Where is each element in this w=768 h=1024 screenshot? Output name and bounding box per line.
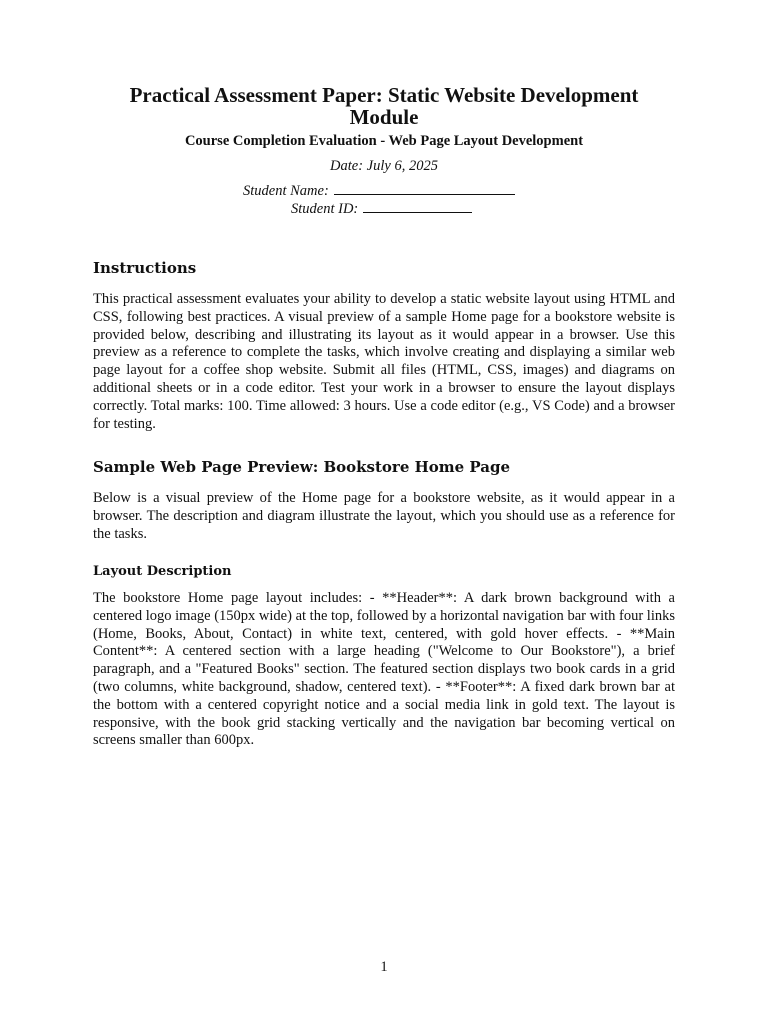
student-id-row bbox=[291, 199, 472, 218]
document-date: Date: July 6, 2025 bbox=[330, 158, 438, 174]
student-name-label: Student Name: bbox=[243, 183, 329, 199]
instructions-paragraph: This practical assessment evaluates your ability to develop a static website layout using HTML and CSS, following best practices. A visual preview of a sample Home page for a bookstore website is provided below, describing and illustrating its layout as it would appear in a browser. Use this preview as a reference to complete the tasks, which involve creating and displaying a similar web page layout for a coffee shop website. Submit all files (HTML, CSS, images) and diagrams on additional sheets or in a code editor. Test your work in a browser to ensure the layout displays correctly. Total marks: 100. Time allowed: 3 hours. Use a code editor (e.g., VS Code) and a browser for testing. bbox=[93, 291, 675, 432]
preview-paragraph: Below is a visual preview of the Home page for a bookstore website, as it would appear in a browser. The description and diagram illustrate the layout, which you should use as a reference for the tasks. bbox=[93, 490, 675, 542]
student-id-blank-line bbox=[363, 199, 472, 213]
page-number: 1 bbox=[380, 959, 388, 975]
student-name-blank-line bbox=[334, 181, 515, 195]
student-name-row bbox=[243, 181, 515, 200]
layout-description-heading: Layout Description bbox=[93, 564, 232, 579]
document-subtitle: Course Completion Evaluation - Web Page Layout Development bbox=[184, 133, 584, 149]
layout-description-paragraph: The bookstore Home page layout includes: - **Header**: A dark brown background with a centered logo image (150px wide) at the top, followed by a horizontal navigation bar with four links (Home, Books, About, Contact) in white text, centered, with gold hover effects. - **Main Content**: A centered section with a large heading ("Welcome to Our Bookstore"), a brief paragraph, and a "Featured Books" section. The featured section displays two book cards in a grid (two columns, white background, shadow, centered text). - **Footer**: A fixed dark brown bar at the bottom with a centered copyright notice and a social media link in gold text. The layout is responsive, with the book grid stacking vertically and the navigation bar becoming vertical on screens smaller than 600px. bbox=[93, 590, 675, 749]
instructions-heading: Instructions bbox=[93, 259, 197, 277]
student-id-label: Student ID: bbox=[291, 201, 359, 217]
document-title: Practical Assessment Paper: Static Website Development Module bbox=[129, 83, 639, 129]
preview-heading: Sample Web Page Preview: Bookstore Home Page bbox=[93, 458, 511, 476]
